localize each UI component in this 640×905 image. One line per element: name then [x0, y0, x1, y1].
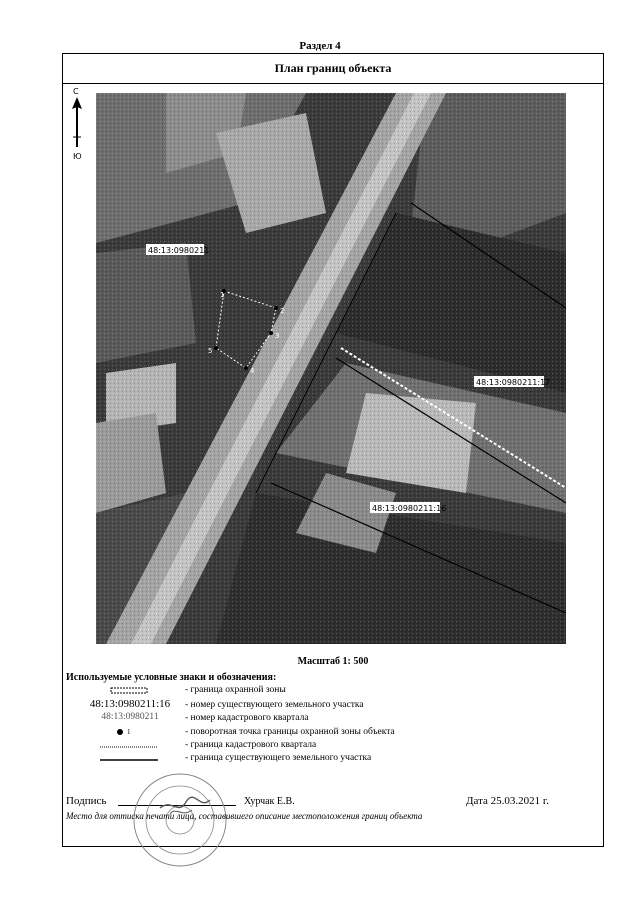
page-title: План границ объекта: [274, 61, 392, 75]
turning-point-icon: [116, 728, 124, 736]
quarter-border-symbol: [100, 745, 160, 749]
signature-label: Подпись: [66, 795, 107, 807]
point-number: 3: [275, 332, 280, 340]
legend-symbol-point: 1: [127, 728, 131, 736]
point-number: 5: [208, 347, 213, 355]
legend-desc-quarter-border: - граница кадастрового квартала: [185, 740, 317, 750]
legend-desc-zone: - граница охранной зоны: [185, 685, 286, 695]
section-label: Раздел 4: [299, 40, 341, 52]
legend-title: Используемые условные знаки и обозначения:: [66, 672, 277, 683]
legend-desc-parcel-border: - граница существующего земельного участка: [185, 753, 372, 763]
parcel-label-17: 48:13:0980211:17: [476, 378, 551, 387]
legend-symbol-quarter: 48:13:0980211: [101, 712, 159, 722]
legend-desc-parcel: - номер существующего земельного участка: [185, 700, 364, 710]
north-letter: С: [73, 87, 79, 96]
protection-zone-symbol: [110, 687, 150, 695]
legend-symbol-parcel: 48:13:0980211:16: [89, 698, 171, 710]
point-number: 4: [250, 367, 255, 375]
north-arrow-icon: [70, 97, 84, 151]
stamp-note: Место для оттиска печати лица, составившего описание местоположения границ объекта: [66, 811, 423, 821]
quarter-label: 48:13:0980211: [148, 246, 210, 255]
south-letter: Ю: [73, 152, 82, 161]
signer-name: Хурчак Е.В.: [244, 796, 295, 807]
signature-date: Дата 25.03.2021 г.: [466, 795, 549, 807]
scale-label: Масштаб 1: 500: [297, 656, 369, 667]
legend-desc-point: - поворотная точка границы охранной зоны объекта: [185, 727, 395, 737]
legend-desc-quarter: - номер кадастрового квартала: [185, 713, 309, 723]
aerial-map: [96, 93, 566, 644]
parcel-label-16: 48:13:0980211:16: [372, 504, 447, 513]
parcel-border-symbol: [100, 758, 160, 762]
point-number: 2: [280, 307, 285, 315]
point-number: 1: [220, 291, 225, 299]
